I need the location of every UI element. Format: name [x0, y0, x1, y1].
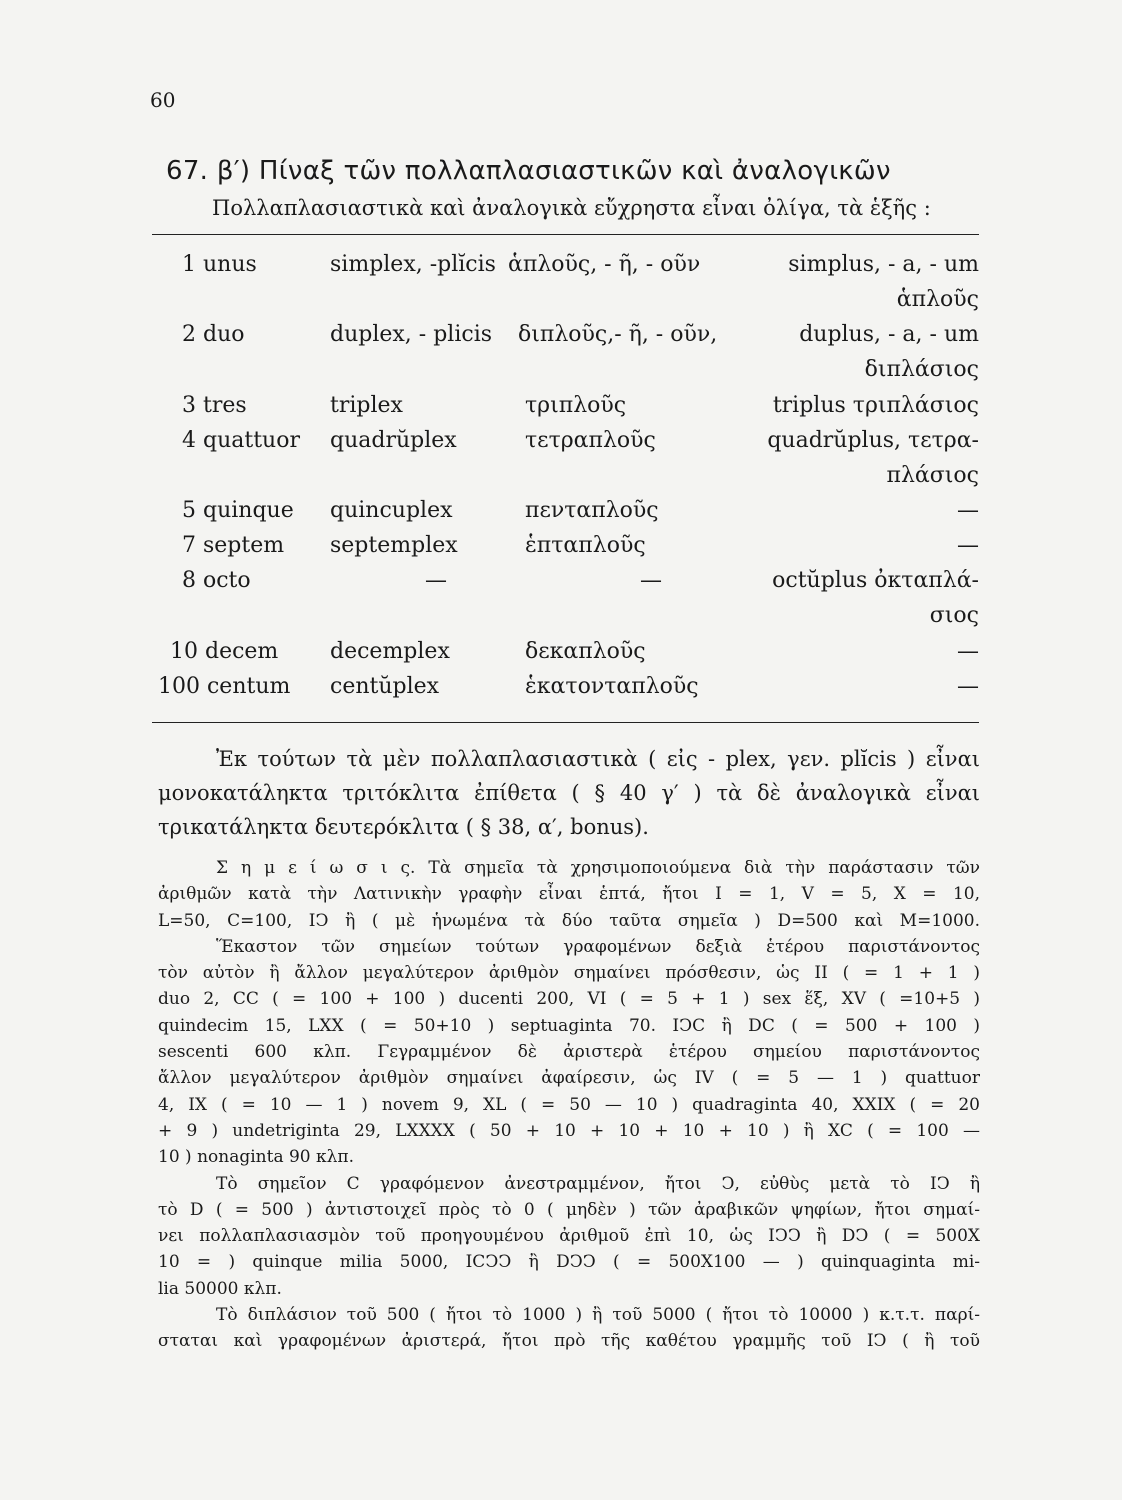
note-line: τὸν αὐτὸν ἢ ἄλλον μεγαλύτερον ἀριθμὸν σημαίνει πρόσθεσιν, ὡς II ( = 1 + 1 )	[158, 963, 980, 984]
note-line: Τὸ σημεῖον C γραφόμενον ἀνεστραμμένον, ἤτοι Ͻ, εὐθὺς μετὰ τὸ IϽ ἢ	[216, 1173, 980, 1194]
analogical-cell: triplus τριπλάσιος	[772, 393, 979, 418]
latin-multiplicative-cell: quadrŭplex	[330, 428, 457, 453]
note-line: + 9 ) undetriginta 29, LXXXX ( 50 + 10 + 10 + 10 + 10 ) ἢ XC ( = 100 —	[158, 1120, 980, 1141]
note-line: Ἕκαστον τῶν σημείων τούτων γραφομένων δεξιὰ ἑτέρου παριστάνοντος	[216, 936, 980, 957]
analogical-cell: quadrŭplus, τετρα- πλάσιος	[767, 428, 979, 488]
note-line: lia 50000 κλπ.	[158, 1278, 282, 1299]
note-line: duo 2, CC ( = 100 + 100 ) ducenti 200, VI ( = 5 + 1 ) sex ἕξ, XV ( =10+5 )	[158, 989, 980, 1010]
table-bottom-rule	[152, 722, 979, 723]
note-line: L=50, C=100, IϽ ἢ ( μὲ ἡνωμένα τὰ δύο ταῦτα σημεῖα ) D=500 καὶ M=1000.	[158, 910, 980, 931]
note-line: Σ η μ ε ί ω σ ι ς. Τὰ σημεῖα τὰ χρησιμοποιούμενα διὰ τὴν παράστασιν τῶν	[216, 858, 980, 878]
numeral-cell: 4 quattuor	[182, 428, 300, 453]
note-line: 10 ) nonaginta 90 κλπ.	[158, 1147, 354, 1168]
greek-multiplicative-cell: ἑκατονταπλοῦς	[525, 674, 699, 699]
numeral-cell: 7 septem	[182, 533, 285, 558]
latin-multiplicative-cell: triplex	[330, 393, 403, 418]
table-row	[0, 423, 1122, 493]
numeral-cell: 10 decem	[170, 639, 279, 664]
note-line: σταται καὶ γραφομένων ἀριστερά, ἤτοι πρὸ τῆς καθέτου γραμμῆς τοῦ IϽ ( ἢ τοῦ	[158, 1331, 980, 1352]
latin-multiplicative-cell: simplex, -plĭcis	[330, 252, 496, 277]
page-number: 60	[150, 88, 176, 112]
numeral-cell: 3 tres	[182, 393, 247, 418]
numeral-cell: 8 octo	[182, 568, 251, 593]
latin-multiplicative-cell: duplex, - plicis	[330, 322, 493, 347]
analogical-cell: —	[957, 639, 979, 664]
numeral-cell: 1 unus	[182, 252, 257, 277]
table-row	[0, 317, 1122, 387]
note-line: τὸ D ( = 500 ) ἀντιστοιχεῖ πρὸς τὸ 0 ( μηδὲν ) τῶν ἀραβικῶν ψηφίων, ἤτοι σημαί-	[158, 1199, 980, 1220]
section-subheading: Πολλαπλασιαστικὰ καὶ ἀναλογικὰ εὔχρηστα εἶναι ὀλίγα, τὰ ἑξῆς :	[212, 196, 931, 220]
note-paragraph	[158, 855, 980, 1355]
table-row	[0, 634, 1122, 704]
greek-multiplicative-cell: τετραπλοῦς	[525, 428, 656, 453]
numeral-cell: 5 quinque	[182, 498, 294, 523]
greek-multiplicative-cell: πενταπλοῦς	[525, 498, 659, 523]
analogical-cell: —	[957, 533, 979, 558]
analogical-cell: duplus, - a, - um διπλάσιος	[799, 322, 979, 382]
note-line: quindecim 15, LXX ( = 50+10 ) septuaginta 70. IϽC ἢ DC ( = 500 + 100 )	[158, 1015, 980, 1036]
numeral-cell: 100 centum	[158, 674, 291, 699]
greek-multiplicative-cell: ἁπλοῦς, - ῆ, - οῦν	[508, 252, 701, 277]
table-row	[0, 669, 1122, 739]
latin-multiplicative-cell: quincuplex	[330, 498, 453, 523]
note-line: 10 = ) quinque milia 5000, ICϽϽ ἢ DϽϽ ( = 500X100 — ) quinquaginta mi-	[158, 1252, 980, 1273]
after-table-paragraph	[158, 742, 980, 844]
greek-multiplicative-cell: τριπλοῦς	[525, 393, 627, 418]
latin-multiplicative-cell: decemplex	[330, 639, 450, 664]
table-row	[0, 493, 1122, 563]
numeral-cell: 2 duo	[182, 322, 245, 347]
latin-multiplicative-cell: septemplex	[330, 533, 458, 558]
analogical-cell: simplus, - a, - um ἁπλοῦς	[788, 252, 979, 312]
latin-multiplicative-cell: —	[425, 568, 447, 593]
greek-multiplicative-cell: διπλοῦς,- ῆ, - οῦν,	[518, 322, 718, 347]
greek-multiplicative-cell: —	[640, 568, 662, 593]
note-line: sescenti 600 κλπ. Γεγραμμένον δὲ ἀριστερὰ ἑτέρου σημείου παριστάνοντος	[158, 1042, 980, 1063]
table-row	[0, 247, 1122, 317]
analogical-cell: —	[957, 674, 979, 699]
table-top-rule	[152, 234, 979, 235]
analogical-cell: octŭplus ὀκταπλά- σιος	[772, 568, 979, 628]
note-line: ἀριθμῶν κατὰ τὴν Λατινικὴν γραφὴν εἶναι ἑπτά, ἤτοι I = 1, V = 5, X = 10,	[158, 884, 980, 905]
paragraph-line: μονοκατάληκτα τριτόκλιτα ἐπίθετα ( § 40 γ′ ) τὰ δὲ ἀναλογικὰ εἶναι	[158, 781, 980, 805]
paragraph-line: τρικατάληκτα δευτερόκλιτα ( § 38, α′, bonus).	[158, 815, 649, 839]
note-line: 4, IX ( = 10 — 1 ) novem 9, XL ( = 50 — 10 ) quadraginta 40, XXIX ( = 20	[158, 1094, 980, 1115]
note-line: νει πολλαπλασιασμὸν τοῦ προηγουμένου ἀριθμοῦ ἐπὶ 10, ὡς IϽϽ ἢ DϽ ( = 500X	[158, 1226, 980, 1247]
table-row	[0, 388, 1122, 458]
greek-multiplicative-cell: ἑπταπλοῦς	[525, 533, 646, 558]
table-row	[0, 563, 1122, 633]
paragraph-line: Ἐκ τούτων τὰ μὲν πολλαπλασιαστικὰ ( εἰς - plex, γεν. plĭcis ) εἶναι	[216, 747, 980, 771]
table-row	[0, 528, 1122, 598]
note-line: Τὸ διπλάσιον τοῦ 500 ( ἤτοι τὸ 1000 ) ἢ τοῦ 5000 ( ἤτοι τὸ 10000 ) κ.τ.τ. παρί-	[216, 1305, 980, 1326]
greek-multiplicative-cell: δεκαπλοῦς	[525, 639, 646, 664]
note-line: ἄλλον μεγαλύτερον ἀριθμὸν σημαίνει ἀφαίρεσιν, ὡς IV ( = 5 — 1 ) quattuor	[158, 1068, 980, 1089]
section-heading: 67. β′) Πίναξ τῶν πολλαπλασιαστικῶν καὶ ἀναλογικῶν	[166, 156, 891, 186]
latin-multiplicative-cell: centŭplex	[330, 674, 440, 699]
analogical-cell: —	[957, 498, 979, 523]
